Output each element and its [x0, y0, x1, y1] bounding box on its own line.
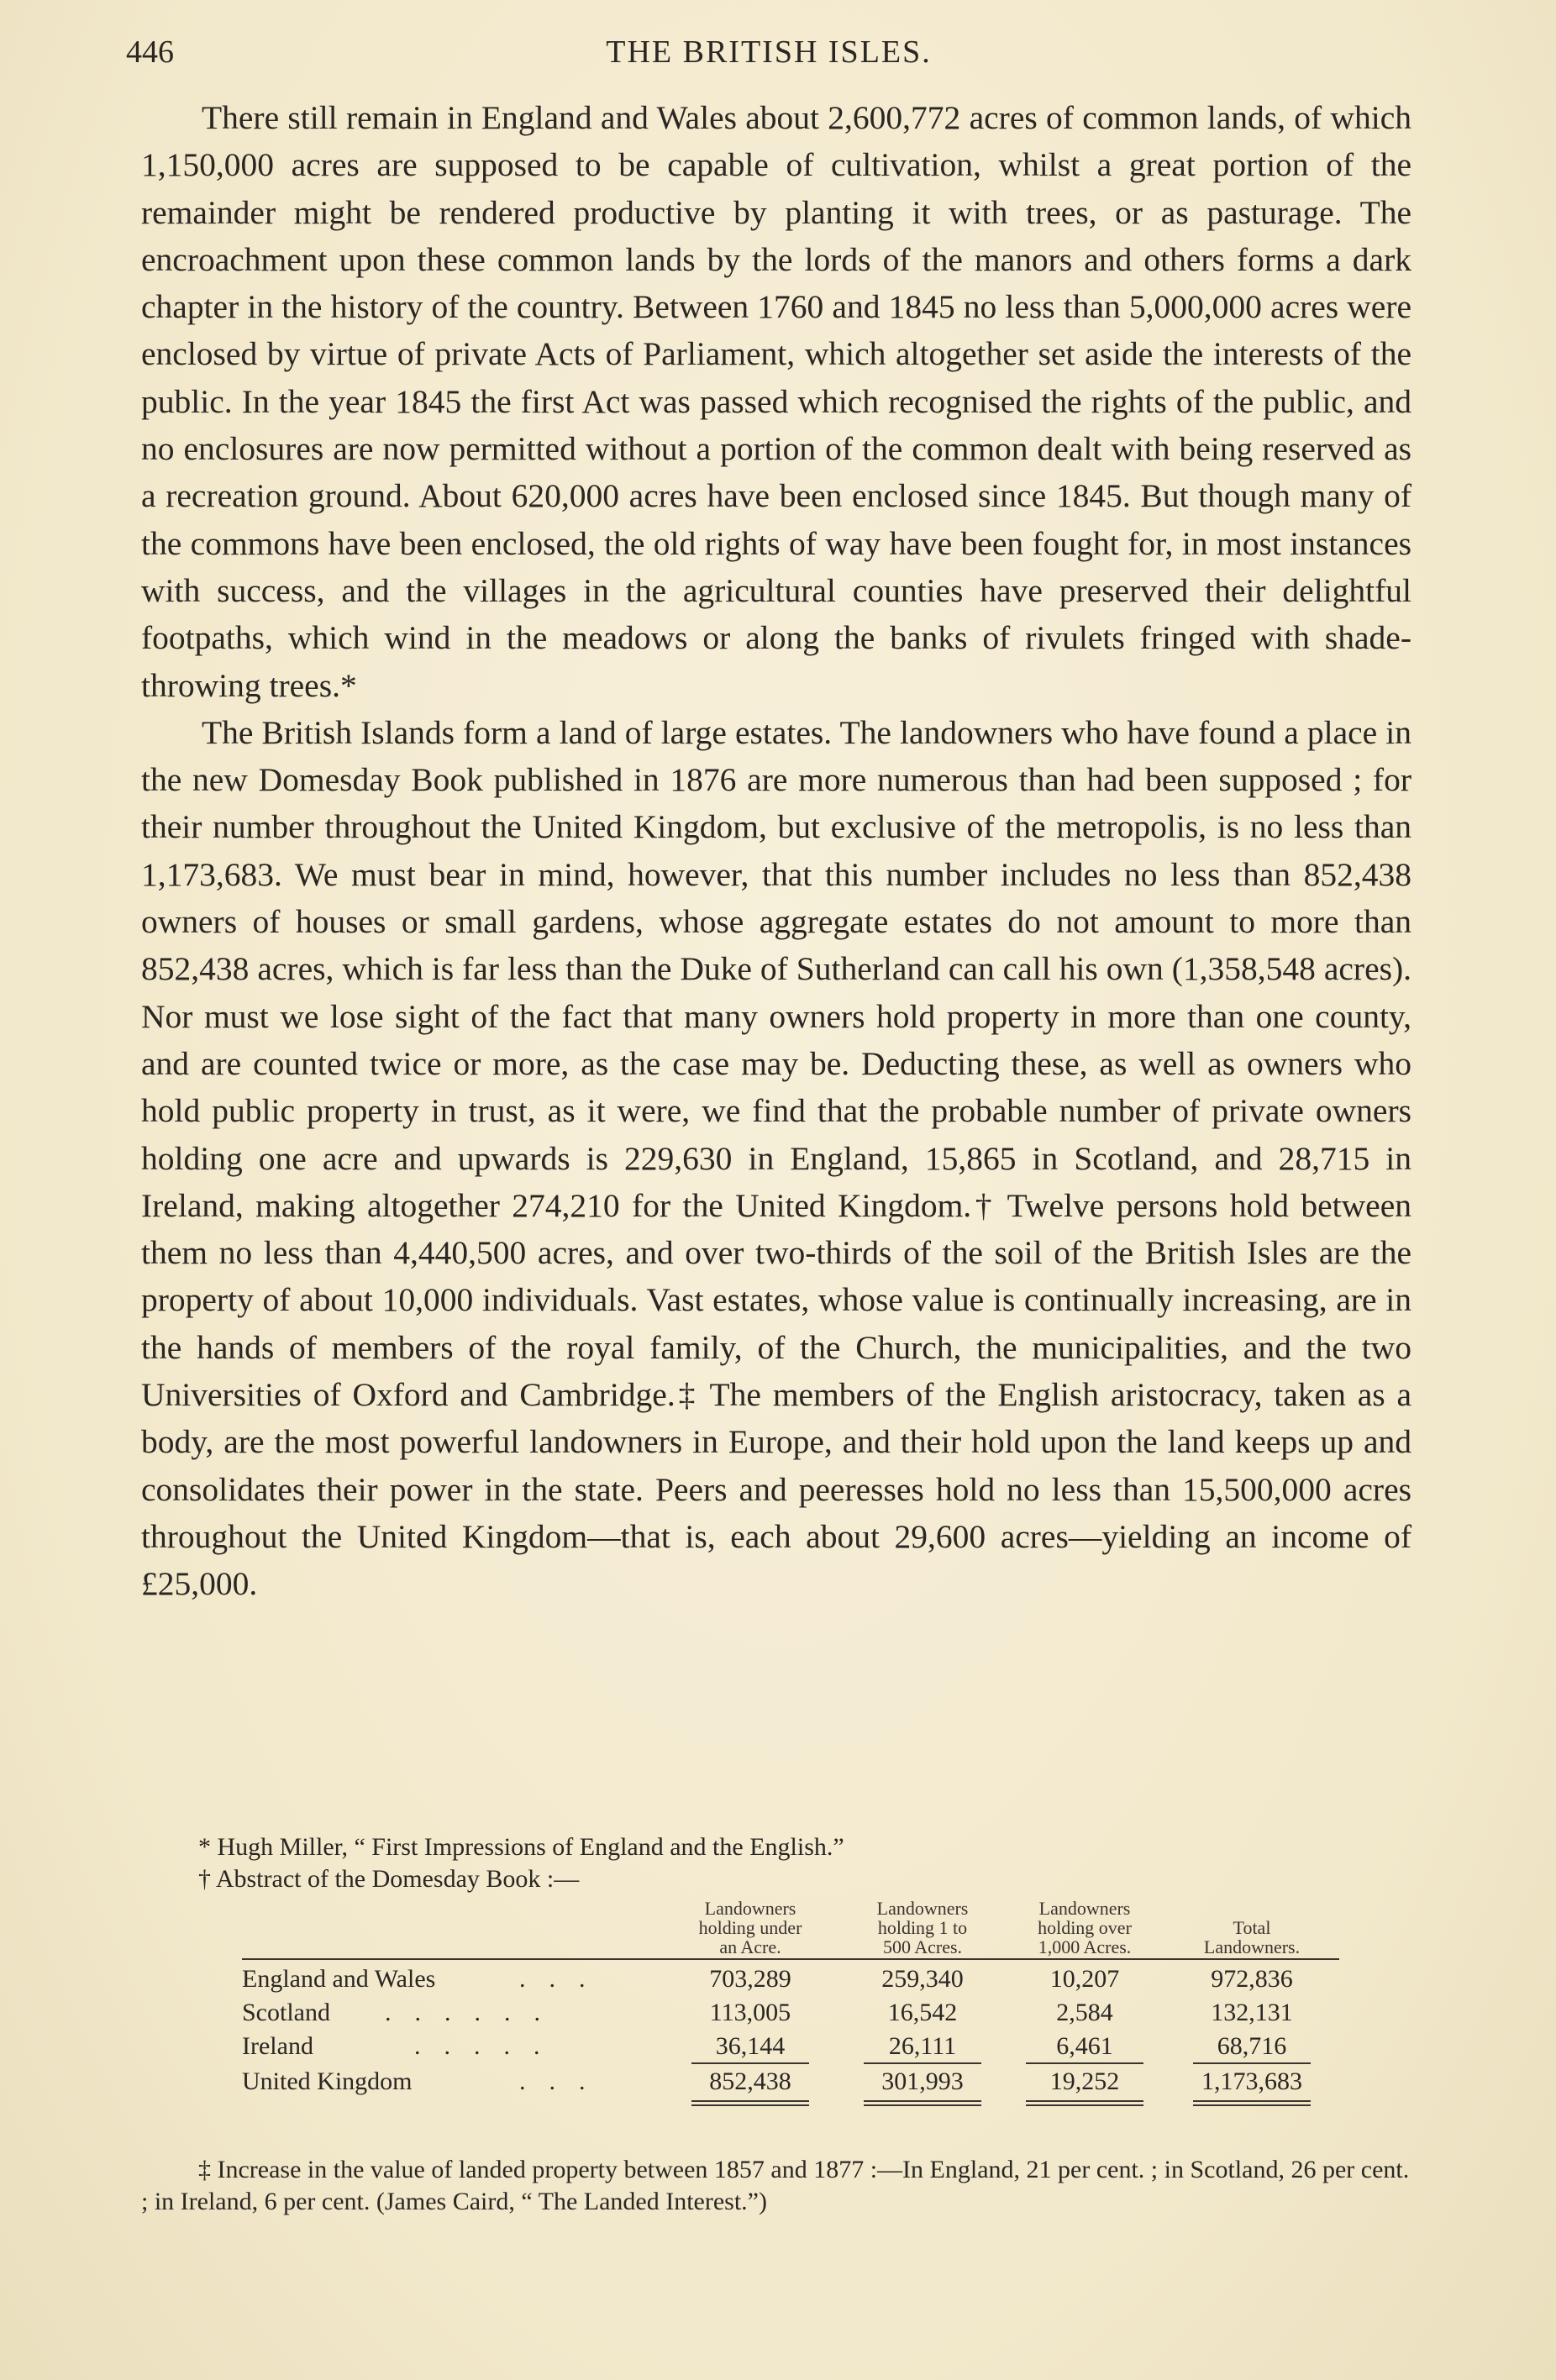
row-leader-dots: ......	[385, 1999, 564, 2026]
footnotes	[141, 1831, 1411, 2218]
cell-total: 1,173,683	[1201, 2067, 1302, 2095]
table-row-ireland	[141, 2031, 1411, 2064]
cell-over-1000: 2,584	[1056, 1999, 1113, 2026]
total-rule-under-acre	[691, 2100, 809, 2106]
subtotal-rule-total	[1193, 2062, 1311, 2064]
cell-1-to-500: 301,993	[881, 2067, 964, 2095]
column-header-line: Landowners	[1038, 1898, 1131, 1919]
cell-total: 132,131	[1211, 1999, 1293, 2026]
cell-over-1000: 10,207	[1049, 1965, 1120, 1993]
footnote-domesday-abstract: † Abstract of the Domesday Book :—	[198, 1865, 580, 1893]
column-header-line: holding under	[698, 1917, 802, 1938]
paragraph-common-lands: There still remain in England and Wales about 2,600,772 acres of common lands, of which 1,150,000 acres are supposed to be capable of cultivation, whilst a great portion of the remainder might be rendered productive by planting it with trees, or as pasturage. The encroachment upon these common lands by the lords of the manors and others forms a dark chapter in the history of the country. Between 1760 and 1845 no less than 5,000,000 acres were enclosed by virtue of private Acts of Parliament, which altogether set aside the interests of the public. In the year 1845 the first Act was passed which recognised the rights of the public, and no enclosures are now permitted without a portion of the common dealt with being reserved as a recreation ground. About 620,000 acres have been enclosed since 1845. But though many of the commons have been enclosed, the old rights of way have been fought for, in most instances with success, and the villages in the agricultural counties have preserved their delightful footpaths, which wind in the meadows or along the banks of rivulets fringed with shade-throwing trees.*	[141, 99, 1411, 704]
landowners-table	[141, 1899, 1411, 2151]
column-header-over-1000	[996, 1899, 1173, 1957]
cell-under-acre: 113,005	[709, 1999, 791, 2026]
column-header-line: an Acre.	[719, 1936, 781, 1957]
cell-over-1000: 6,461	[1056, 2032, 1113, 2060]
cell-under-acre: 703,289	[709, 1965, 791, 1993]
cell-total: 68,716	[1217, 2032, 1287, 2060]
total-rule-total	[1193, 2100, 1311, 2106]
row-label: Scotland	[242, 1999, 330, 2026]
column-header-line: Landowners.	[1203, 1936, 1301, 1957]
cell-under-acre: 36,144	[715, 2032, 786, 2060]
cell-1-to-500: 259,340	[881, 1965, 964, 1993]
table-top-rule	[242, 1958, 1339, 1960]
subtotal-rule-over-1000	[1026, 2062, 1143, 2064]
table-row-england-wales	[141, 1963, 1411, 1997]
row-label: Ireland	[242, 2032, 313, 2060]
column-header-line: holding over	[1038, 1917, 1132, 1938]
row-leader-dots: ...	[519, 1965, 609, 1993]
cell-over-1000: 19,252	[1049, 2067, 1120, 2095]
column-header-line: Total	[1233, 1917, 1271, 1938]
table-row-united-kingdom	[141, 2066, 1411, 2099]
paragraph-large-estates: The British Islands form a land of large estates. The landowners who have found a place in the new Domesday Book published in 1876 are more numerous than had been supposed ; for their number throughout the United Kingdom, but exclusive of the metropolis, is no less than 1,173,683. We must bear in mind, however, that this number includes no less than 852,438 owners of houses or small gardens, whose aggregate estates do not amount to more than 852,438 acres, which is far less than the Duke of Sutherland can call his own (1,358,548 acres). Nor must we lose sight of the fact that many owners hold property in more than one county, and are counted twice or more, as the case may be. Deducting these, as well as owners who hold public property in trust, as it were, we find that the probable number of private owners holding one acre and upwards is 229,630 in England, 15,865 in Scotland, and 28,715 in Ireland, making altogether 274,210 for the United Kingdom.† Twelve persons hold between them no less than 4,440,500 acres, and over two-thirds of the soil of the British Isles are the property of about 10,000 individuals. Vast estates, whose value is continually increasing, are in the hands of members of the royal family, of the Church, the municipalities, and the two Universities of Oxford and Cambridge.‡ The members of the English aristocracy, taken as a body, are the most powerful landowners in Europe, and their hold upon the land keeps up and consolidates their power in the state. Peers and peeresses hold no less than 15,500,000 acres throughout the United Kingdom—that is, each about 29,600 acres—yielding an income of £25,000.	[141, 713, 1411, 1603]
column-header-line: 500 Acres.	[882, 1936, 963, 1957]
body-text	[141, 94, 1411, 1608]
footnote-hugh-miller: * Hugh Miller, “ First Impressions of England and the English.”	[198, 1833, 844, 1861]
column-header-line: Landowners	[704, 1898, 796, 1919]
running-title: THE BRITISH ISLES.	[606, 34, 932, 70]
column-header-line: holding 1 to	[877, 1917, 968, 1938]
column-header-line: 1,000 Acres.	[1038, 1936, 1132, 1957]
row-leader-dots: .....	[414, 2032, 564, 2060]
row-label: England and Wales	[242, 1965, 436, 1993]
column-header-line	[1164, 1899, 1340, 1918]
subtotal-rule-1-to-500	[864, 2062, 981, 2064]
total-rule-over-1000	[1026, 2100, 1143, 2106]
cell-1-to-500: 26,111	[888, 2032, 957, 2060]
row-leader-dots: ...	[519, 2067, 609, 2095]
cell-under-acre: 852,438	[709, 2067, 791, 2095]
table-row-scotland	[141, 1997, 1411, 2031]
cell-total: 972,836	[1211, 1965, 1293, 1993]
column-header-line: Landowners	[876, 1898, 969, 1919]
running-head	[126, 34, 1411, 76]
page-number: 446	[126, 34, 174, 70]
column-header-total	[1164, 1899, 1340, 1957]
column-header-under-acre	[662, 1899, 838, 1957]
cell-1-to-500: 16,542	[887, 1999, 958, 2026]
subtotal-rule-under-acre	[691, 2062, 809, 2064]
column-header-1-to-500	[834, 1899, 1011, 1957]
total-rule-1-to-500	[864, 2100, 981, 2106]
footnote-land-value-increase: ‡ Increase in the value of landed property between 1857 and 1877 :—In England, 21 per cent. ; in Scotland, 26 per cent. ; in Ireland, 6 per cent. (James Caird, “ The Landed Interest.”)	[141, 2156, 1410, 2215]
row-label: United Kingdom	[242, 2067, 413, 2095]
